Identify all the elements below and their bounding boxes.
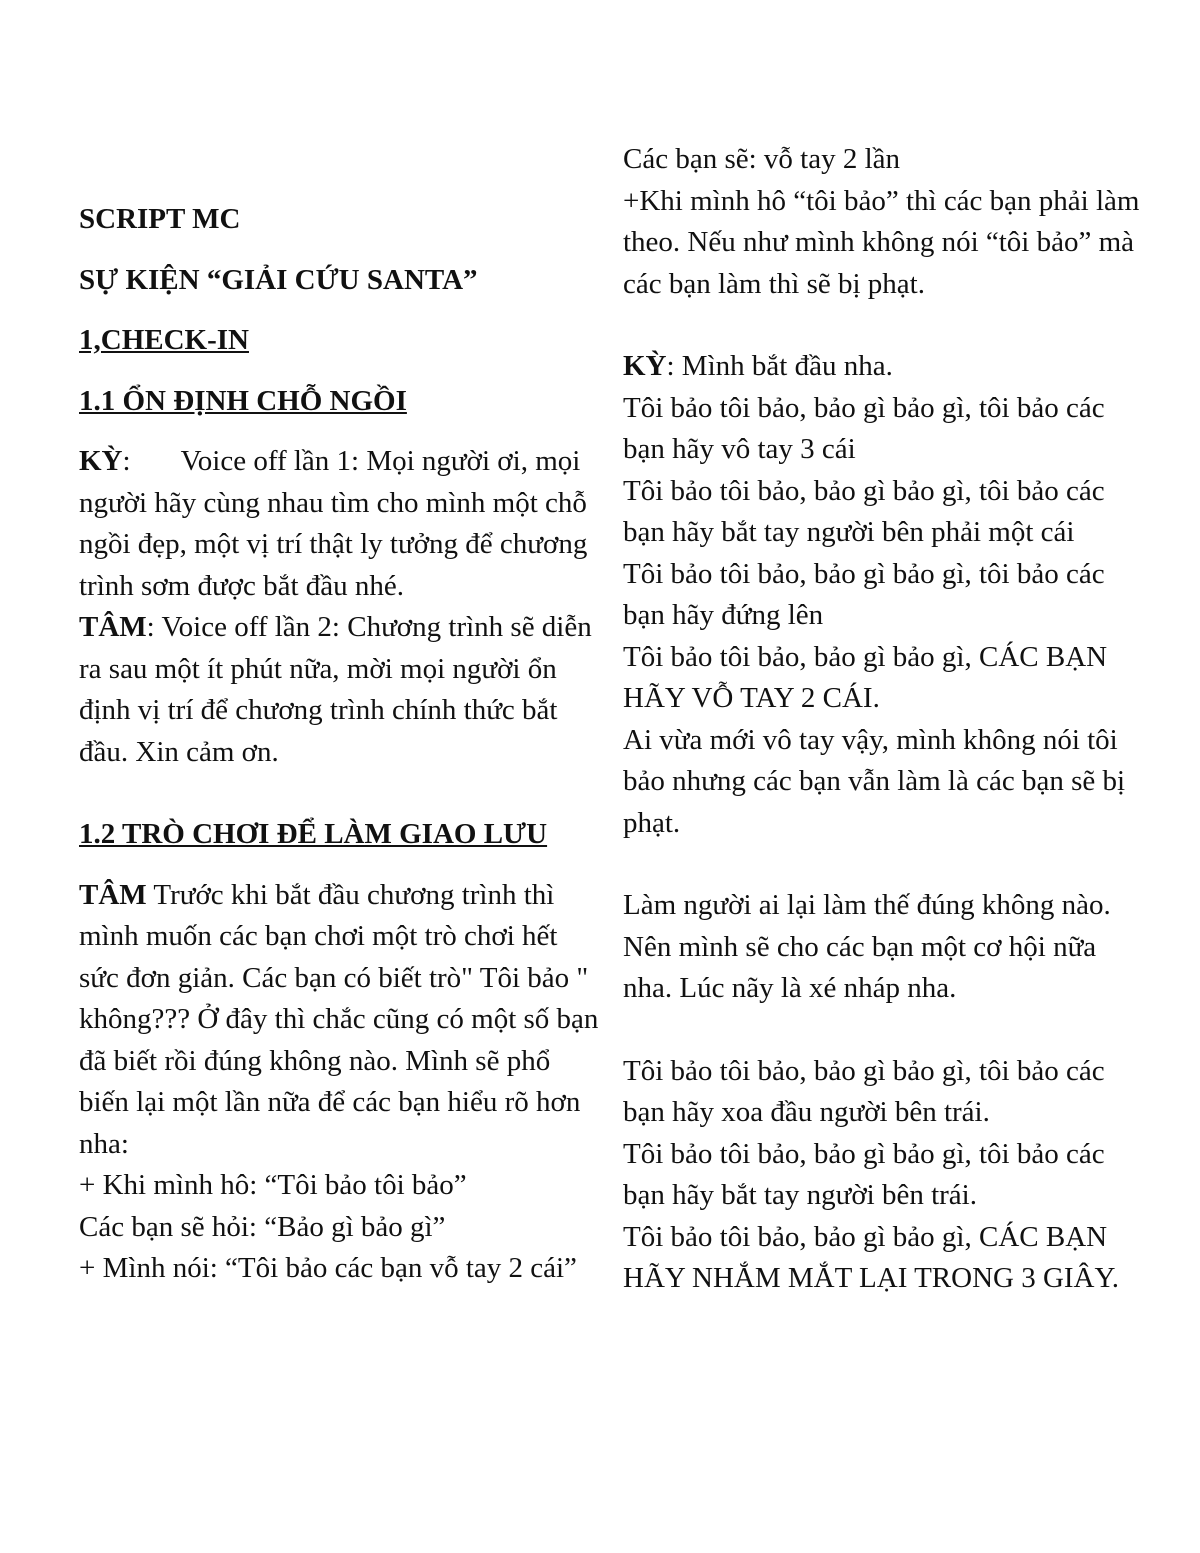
paragraph-command-6: Tôi bảo tôi bảo, bảo gì bảo gì, tôi bảo các bạn hãy bắt tay người bên trái. bbox=[623, 1137, 1112, 1211]
subsection-heading-seating: 1.1 ỔN ĐỊNH CHỖ NGỒI bbox=[79, 384, 407, 417]
left-column bbox=[79, 199, 606, 1290]
paragraph-rule-2: Các bạn sẽ hỏi: “Bảo gì bảo gì” bbox=[79, 1210, 446, 1243]
section-heading-checkin: 1,CHECK-IN bbox=[79, 324, 249, 356]
paragraph-command-3: Tôi bảo tôi bảo, bảo gì bảo gì, tôi bảo các bạn hãy đứng lên bbox=[623, 557, 1112, 631]
paragraph-penalty: Ai vừa mới vô tay vậy, mình không nói tôi bảo nhưng các bạn vẫn làm là các bạn sẽ bị phạt. bbox=[623, 723, 1133, 839]
paragraph-tam-intro bbox=[79, 875, 606, 1166]
paragraph-command-2: Tôi bảo tôi bảo, bảo gì bảo gì, tôi bảo các bạn hãy bắt tay người bên phải một cái bbox=[623, 474, 1112, 548]
paragraph-rules: +Khi mình hô “tôi bảo” thì các bạn phải làm theo. Nếu như mình không nói “tôi bảo” mà các bạn làm thì sẽ bị phạt. bbox=[623, 184, 1147, 300]
paragraph-tam-voice-off bbox=[79, 607, 599, 773]
paragraph-clap: Các bạn sẽ: vỗ tay 2 lần bbox=[623, 143, 901, 175]
paragraph-command-1: Tôi bảo tôi bảo, bảo gì bảo gì, tôi bảo các bạn hãy vô tay 3 cái bbox=[623, 391, 1112, 465]
paragraph-second-chance: Làm người ai lại làm thế đúng không nào. Nên mình sẽ cho các bạn một cơ hội nữa nha. Lúc nãy là xé nháp nha. bbox=[623, 889, 1118, 1004]
speaker-label: TÂM bbox=[79, 611, 147, 643]
paragraph-ky-voice-off: KỲ: Voice off lần 1: Mọi người ơi, mọi người hãy cùng nhau tìm cho mình một chỗ ngồi đẹp, một vị trí thật ly tưởng để chương trình sơm được bắt đầu nhé. bbox=[79, 445, 595, 602]
paragraph-command-7: Tôi bảo tôi bảo, bảo gì bảo gì, CÁC BẠN HÃY NHẮM MẮT LẠI TRONG 3 GIÂY. bbox=[623, 1220, 1119, 1294]
paragraph-rule-3: + Mình nói: “Tôi bảo các bạn vỗ tay 2 cái” bbox=[79, 1252, 577, 1284]
speaker-label: TÂM bbox=[79, 878, 147, 911]
paragraph-ky-start bbox=[623, 346, 1143, 388]
speaker-label: KỲ bbox=[79, 445, 123, 477]
paragraph-text: : Voice off lần 2: Chương trình sẽ diễn ra sau một ít phút nữa, mời mọi người ổn định vị trí để chương trình chính thức bắt đầu. Xin cảm ơn. bbox=[79, 611, 599, 768]
paragraph-command-5: Tôi bảo tôi bảo, bảo gì bảo gì, tôi bảo các bạn hãy xoa đầu người bên trái. bbox=[623, 1054, 1112, 1128]
paragraph-text: Trước khi bắt đầu chương trình thì mình muốn các bạn chơi một trò chơi hết sức đơn giản. Các bạn có biết trò" Tôi bảo " không??? Ở đây thì chắc cũng có một số bạn đã biết rồi đúng không nào. Mình sẽ phổ biến lại một lần nữa để các bạn hiểu rõ hơn nha: bbox=[79, 878, 606, 1160]
right-column bbox=[623, 139, 1147, 1300]
paragraph-text: Voice off lần 1: Mọi người ơi, mọi người hãy cùng nhau tìm cho mình một chỗ ngồi đẹp, một vị trí thật ly tưởng để chương trình sơm được bắt đầu nhé. bbox=[79, 445, 595, 602]
speaker-label: KỲ bbox=[623, 350, 667, 382]
paragraph-rule-1: + Khi mình hô: “Tôi bảo tôi bảo” bbox=[79, 1169, 467, 1201]
paragraph-text: : Mình bắt đầu nha. bbox=[666, 350, 893, 382]
doc-title: SCRIPT MC bbox=[79, 203, 241, 235]
paragraph-command-4: Tôi bảo tôi bảo, bảo gì bảo gì, CÁC BẠN HÃY VỖ TAY 2 CÁI. bbox=[623, 640, 1115, 714]
event-title: SỰ KIỆN “GIẢI CỨU SANTA” bbox=[79, 263, 478, 296]
subsection-heading-game: 1.2 TRÒ CHƠI ĐỂ LÀM GIAO LƯU bbox=[79, 818, 548, 850]
